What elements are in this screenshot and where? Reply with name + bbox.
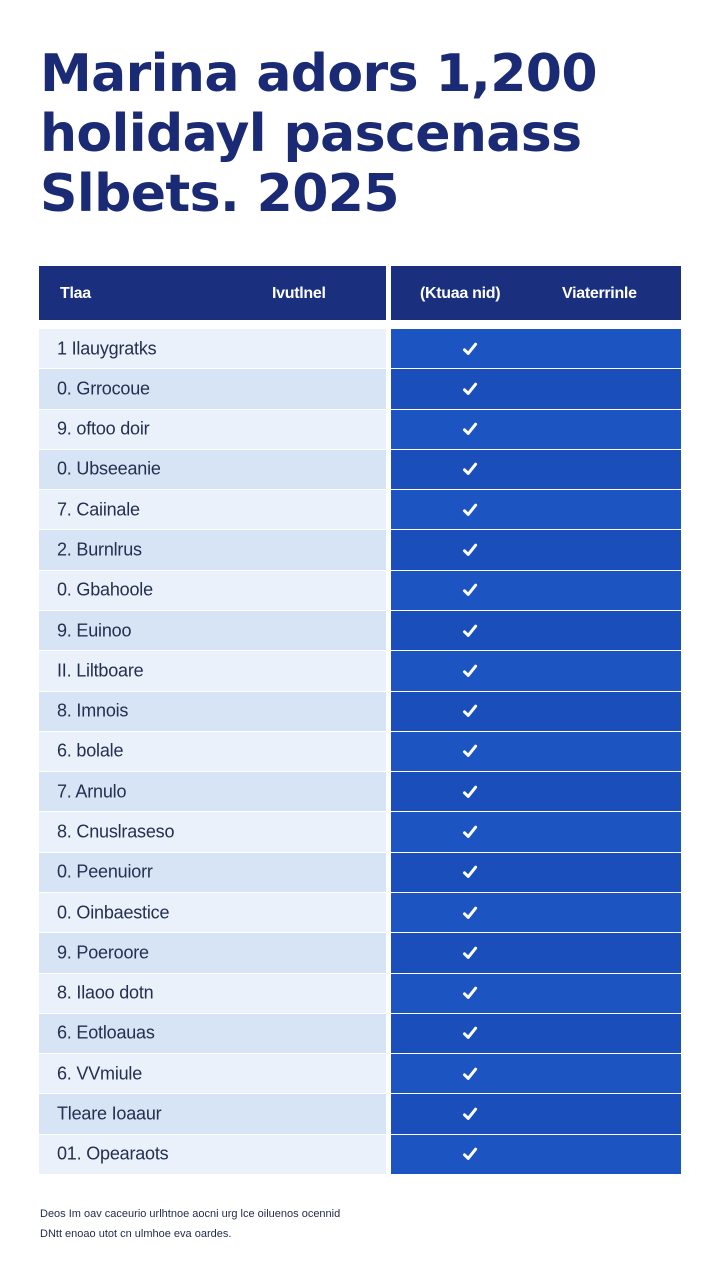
row-label-cell (39, 651, 386, 690)
row-check-cell (391, 974, 681, 1013)
row-label-cell (39, 893, 386, 932)
row-label-cell (39, 571, 386, 610)
row-check-cell (391, 893, 681, 932)
footnote-line-1: Deos Im oav caceurio urlhtnoe aocni urg lce oiluenos ocennid (40, 1208, 341, 1220)
row-label-cell (39, 410, 386, 449)
table-row (39, 610, 681, 650)
check-icon (462, 461, 478, 477)
row-label: 7. Caiinale (57, 499, 140, 520)
check-icon (462, 824, 478, 840)
footnote (40, 1204, 680, 1244)
column-header-1: Tlaa (60, 285, 91, 302)
row-check-cell (391, 369, 681, 408)
table-row (39, 650, 681, 690)
check-icon (462, 381, 478, 397)
check-icon (462, 985, 478, 1001)
row-label: 0. Grrocoue (57, 378, 150, 399)
row-label-cell (39, 692, 386, 731)
row-label: 8. Imnois (57, 700, 129, 721)
row-check-cell (391, 611, 681, 650)
row-check-cell (391, 530, 681, 569)
row-label: 2. Burnlrus (57, 539, 142, 560)
table-row (39, 1093, 681, 1133)
header-left-block (39, 266, 386, 320)
row-label: 9. Poeroore (57, 942, 149, 963)
check-icon (462, 542, 478, 558)
row-label-cell (39, 450, 386, 489)
table-row (39, 771, 681, 811)
row-label: Tleare Ioaaur (57, 1103, 162, 1124)
check-icon (462, 1025, 478, 1041)
check-icon (462, 864, 478, 880)
row-check-cell (391, 1094, 681, 1133)
check-icon (462, 341, 478, 357)
row-check-cell (391, 732, 681, 771)
table-row (39, 570, 681, 610)
row-check-cell (391, 450, 681, 489)
column-header-2: Ivutlnel (272, 285, 326, 302)
check-icon (462, 945, 478, 961)
title-line-3: Slbets. 2025 (40, 164, 399, 224)
title-line-1: Marina adors 1,200 (40, 44, 597, 104)
check-icon (462, 743, 478, 759)
check-icon (462, 703, 478, 719)
row-label-cell (39, 490, 386, 529)
table-row (39, 1013, 681, 1053)
row-label-cell (39, 611, 386, 650)
row-check-cell (391, 1014, 681, 1053)
check-icon (462, 1146, 478, 1162)
footnote-line-2: DNtt enoao utot cn ulmhoe eva oardes. (40, 1228, 232, 1240)
row-label: 6. bolale (57, 740, 124, 761)
table-row (39, 1053, 681, 1093)
row-label-cell (39, 329, 386, 368)
column-header-4: Viaterrinle (562, 285, 637, 302)
row-label: 6. VVmiule (57, 1063, 143, 1084)
table-row (39, 932, 681, 972)
row-check-cell (391, 490, 681, 529)
row-check-cell (391, 933, 681, 972)
title-line-2: holidayl pascenass (40, 104, 582, 164)
header-right-block (391, 266, 681, 320)
check-icon (462, 623, 478, 639)
table-row (39, 409, 681, 449)
check-icon (462, 1106, 478, 1122)
row-check-cell (391, 329, 681, 368)
check-icon (462, 582, 478, 598)
page-title (40, 44, 680, 224)
row-label-cell (39, 974, 386, 1013)
table-row (39, 529, 681, 569)
row-check-cell (391, 853, 681, 892)
row-label: 0. Gbahoole (57, 579, 153, 600)
check-icon (462, 784, 478, 800)
row-label: 7. Arnulo (57, 781, 127, 802)
row-label: 8. Ilaoo dotn (57, 982, 154, 1003)
row-label: 9. Euinoo (57, 620, 132, 641)
row-label: 1 Ilauygratks (57, 338, 157, 359)
check-icon (462, 905, 478, 921)
row-label-cell (39, 812, 386, 851)
row-label: 0. Peenuiorr (57, 861, 153, 882)
table-row (39, 852, 681, 892)
table-row (39, 328, 681, 368)
row-check-cell (391, 410, 681, 449)
table-header (39, 266, 681, 320)
row-label: 8. Cnuslraseso (57, 821, 175, 842)
table-row (39, 973, 681, 1013)
row-label: 01. Opearaots (57, 1143, 169, 1164)
row-label-cell (39, 369, 386, 408)
row-label-cell (39, 1094, 386, 1133)
check-icon (462, 1066, 478, 1082)
row-label: 9. oftoo doir (57, 418, 150, 439)
row-label-cell (39, 530, 386, 569)
table-row (39, 731, 681, 771)
row-check-cell (391, 1054, 681, 1093)
table-body (39, 328, 681, 1174)
row-label: 6. Eotloauas (57, 1022, 155, 1043)
check-icon (462, 502, 478, 518)
row-label-cell (39, 1054, 386, 1093)
row-check-cell (391, 692, 681, 731)
row-check-cell (391, 772, 681, 811)
check-icon (462, 421, 478, 437)
table-row (39, 691, 681, 731)
table-row (39, 892, 681, 932)
row-check-cell (391, 1135, 681, 1174)
row-check-cell (391, 812, 681, 851)
row-label-cell (39, 933, 386, 972)
table-row (39, 489, 681, 529)
row-check-cell (391, 571, 681, 610)
row-label: 0. Oinbaestice (57, 902, 170, 923)
table-row (39, 449, 681, 489)
row-label: II. Liltboare (57, 660, 144, 681)
table-row (39, 1134, 681, 1174)
row-label-cell (39, 732, 386, 771)
row-label-cell (39, 1135, 386, 1174)
table-row (39, 811, 681, 851)
row-check-cell (391, 651, 681, 690)
column-header-3: (Ktuaa nid) (420, 285, 501, 302)
row-label-cell (39, 772, 386, 811)
table-row (39, 368, 681, 408)
row-label: 0. Ubseeanie (57, 458, 161, 479)
comparison-table (39, 266, 681, 1176)
row-label-cell (39, 853, 386, 892)
check-icon (462, 663, 478, 679)
row-label-cell (39, 1014, 386, 1053)
